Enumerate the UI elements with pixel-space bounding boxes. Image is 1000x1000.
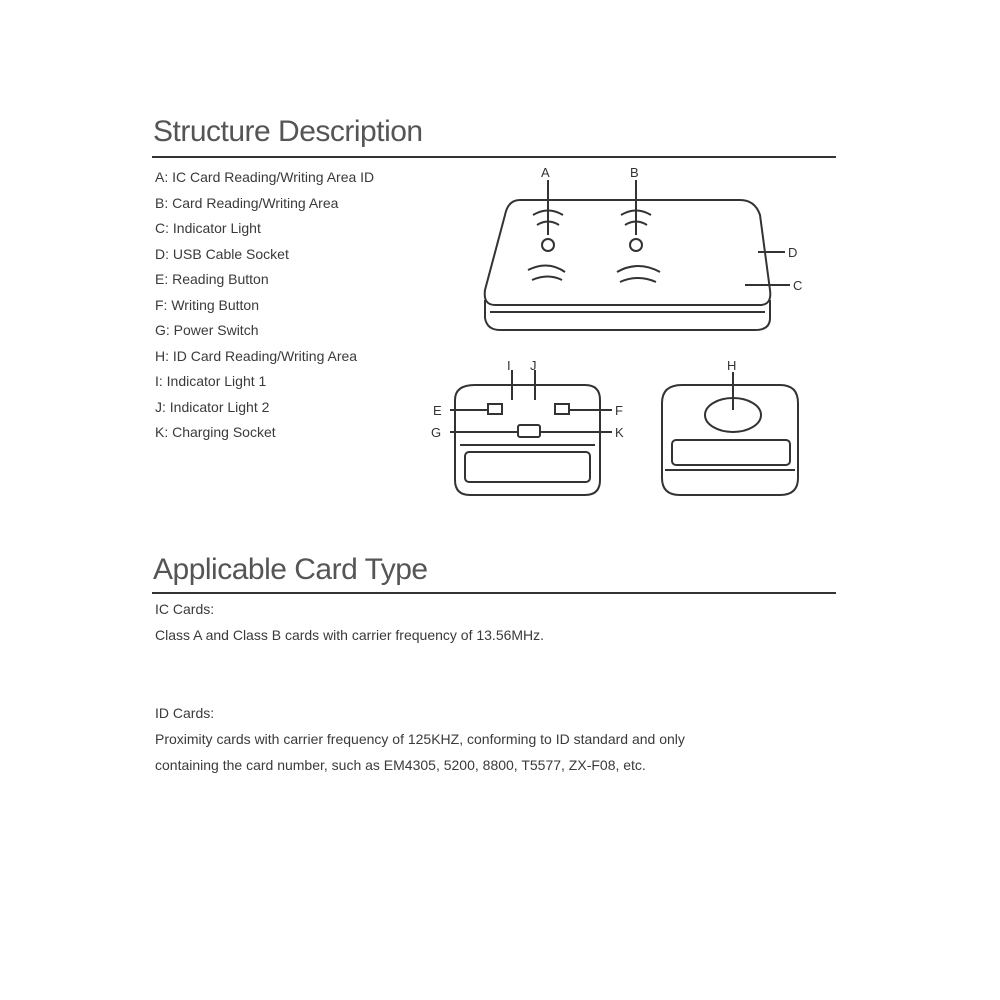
- label-d: D: [788, 245, 798, 260]
- device-top-view: [485, 180, 790, 330]
- list-item: A: IC Card Reading/Writing Area ID: [155, 169, 375, 185]
- list-item: B: Card Reading/Writing Area: [155, 194, 339, 211]
- id-cards-text-line1: Proximity cards with carrier frequency of 125KHZ, conforming to ID standard and only: [155, 731, 685, 747]
- list-item: G: Power Switch: [155, 322, 259, 338]
- list-item: D: USB Cable Socket: [155, 245, 289, 262]
- id-cards-text-line2: containing the card number, such as EM4305, 5200, 8800, T5577, ZX-F08, etc.: [155, 757, 646, 773]
- label-g: G: [431, 425, 442, 440]
- label-b: B: [630, 165, 639, 180]
- list-item: E: Reading Button: [155, 271, 269, 287]
- list-item: I: Indicator Light 1: [155, 373, 267, 389]
- structure-title: Structure Description: [153, 115, 423, 148]
- label-c: C: [793, 278, 803, 293]
- label-j: J: [530, 358, 537, 373]
- card-type-divider: [152, 592, 836, 594]
- label-a: A: [541, 165, 550, 180]
- list-item: F: Writing Button: [155, 296, 260, 313]
- list-item: K: Charging Socket: [155, 424, 276, 440]
- list-item: J: Indicator Light 2: [155, 398, 270, 415]
- ic-cards-heading: IC Cards:: [155, 601, 215, 617]
- ic-cards-text: Class A and Class B cards with carrier frequency of 13.56MHz.: [155, 627, 545, 643]
- label-f: F: [615, 403, 623, 418]
- label-k: K: [615, 425, 624, 440]
- label-i: I: [507, 358, 511, 373]
- card-type-title: Applicable Card Type: [153, 553, 428, 586]
- list-item: H: ID Card Reading/Writing Area: [155, 347, 358, 364]
- device-front-view: [450, 370, 612, 495]
- device-id-view: [662, 372, 798, 495]
- label-h: H: [727, 358, 737, 373]
- label-e: E: [433, 403, 442, 418]
- id-cards-heading: ID Cards:: [155, 705, 215, 721]
- list-item: C: Indicator Light: [155, 220, 261, 236]
